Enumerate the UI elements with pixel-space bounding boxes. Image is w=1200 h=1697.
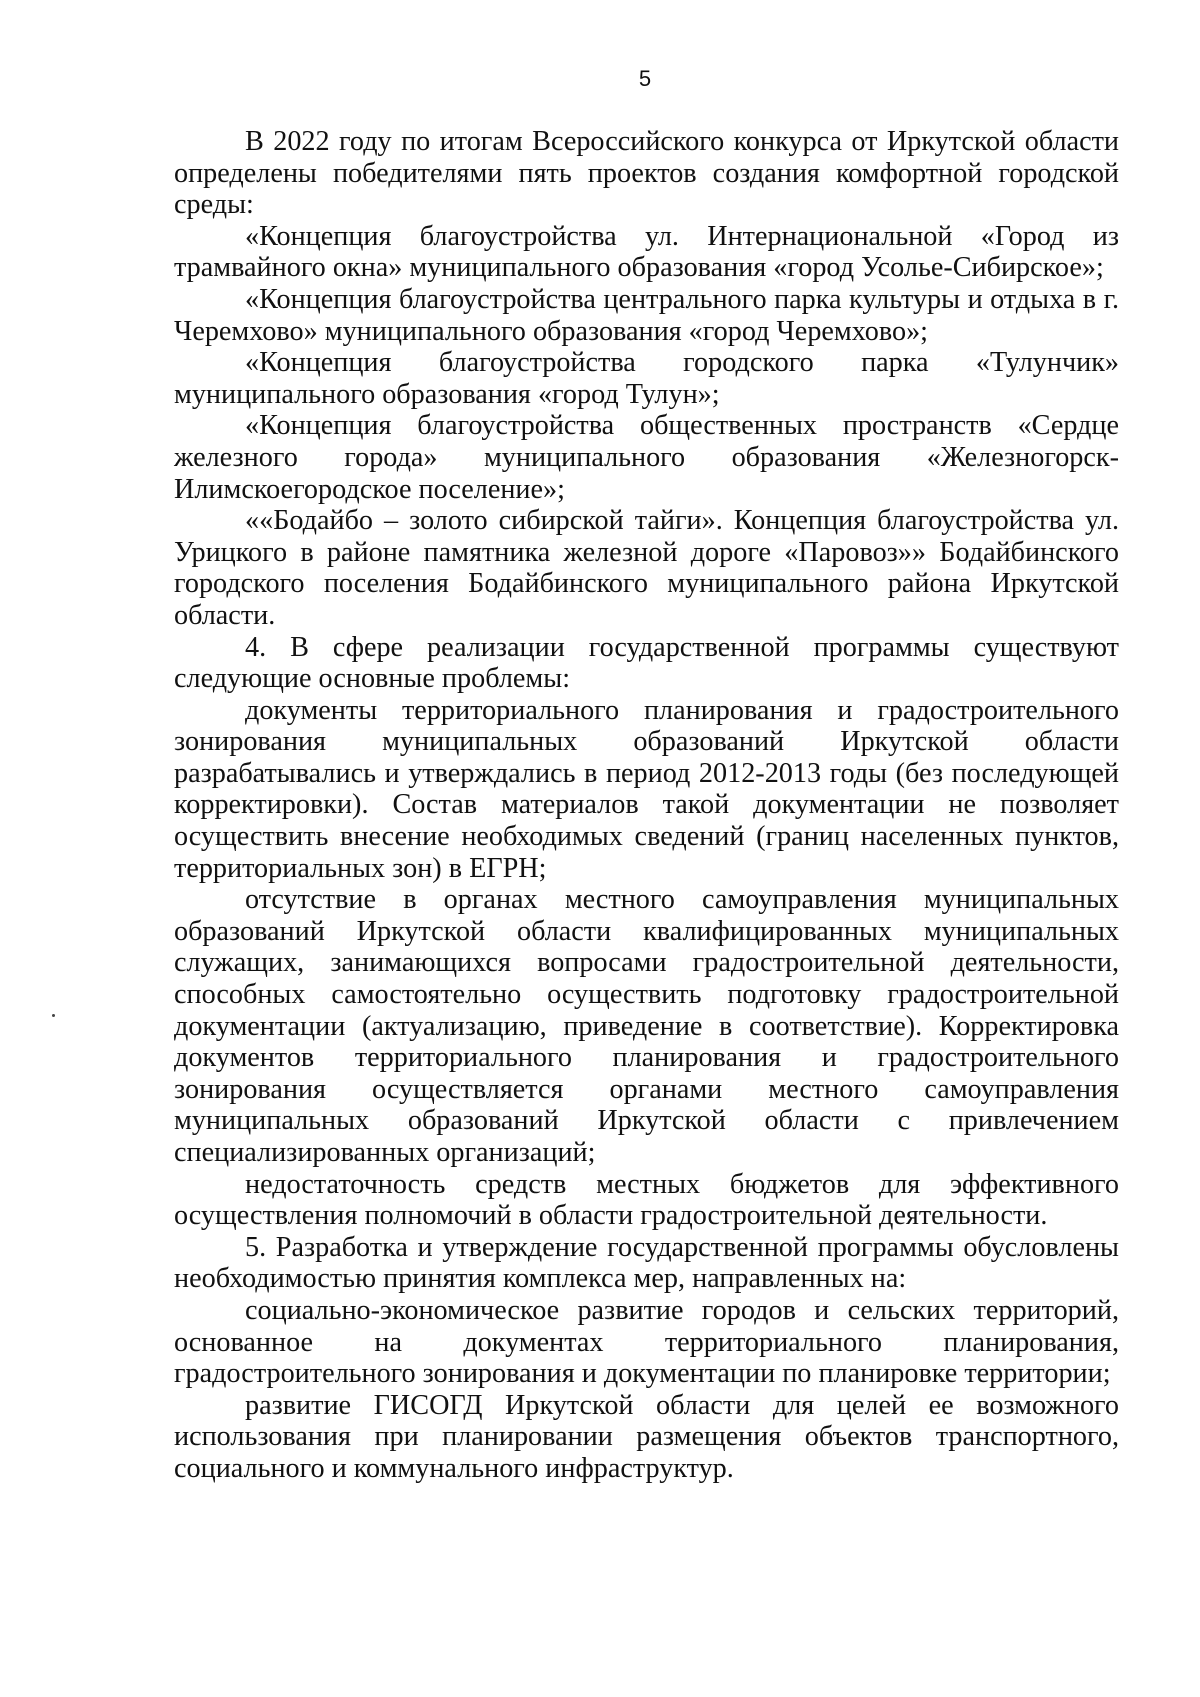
paragraph-project-cheremkhovo: «Концепция благоустройства центрального парка культуры и отдыха в г. Черемхово» муниципального образования «город Черемхово»;	[174, 283, 1119, 347]
paragraph-contest-results: В 2022 году по итогам Всероссийского конкурса от Иркутской области определены победителями пять проектов создания комфортной городской среды:	[174, 126, 1119, 221]
paragraph-project-bodaibo: ««Бодайбо – золото сибирской тайги». Концепция благоустройства ул. Урицкого в районе памятника железной дороге «Паровоз»» Бодайбинского городского поселения Бодайбинского муниципального района Иркутской области.	[174, 505, 1119, 631]
paragraph-goal-gisogd: развитие ГИСОГД Иркутской области для целей ее возможного использования при планировании размещения объектов транспортного, социального и коммунального инфраструктур.	[174, 1389, 1119, 1484]
paragraph-section-5: 5. Разработка и утверждение государственной программы обусловлены необходимостью принятия комплекса мер, направленных на:	[174, 1231, 1119, 1295]
paragraph-section-4: 4. В сфере реализации государственной программы существуют следующие основные проблемы:	[174, 631, 1119, 695]
paragraph-project-tulun: «Концепция благоустройства городского парка «Тулунчик» муниципального образования «город Тулун»;	[174, 347, 1119, 410]
page-number: 5	[638, 66, 652, 91]
document-body	[174, 126, 1119, 1485]
paragraph-problem-staff: отсутствие в органах местного самоуправления муниципальных образований Иркутской области квалифицированных муниципальных служащих, занимающихся вопросами градостроительной деятельности, способных самостоятельно осуществить подготовку градостроительной документации (актуализацию, приведение в соответствие). Корректировка документов территориального планирования и градостроительного зонирования осуществляется органами местного самоуправления муниципальных образований Иркутской области с привлечением специализированных организаций;	[174, 884, 1119, 1168]
paragraph-goal-development: социально-экономическое развитие городов и сельских территорий, основанное на документах территориального планирования, градостроительного зонирования и документации по планировке территории;	[174, 1294, 1119, 1390]
paragraph-project-usolye: «Концепция благоустройства ул. Интернациональной «Город из трамвайного окна» муниципального образования «город Усолье-Сибирское»;	[174, 220, 1119, 284]
paragraph-problem-documents: документы территориального планирования и градостроительного зонирования муниципальных образований Иркутской области разрабатывались и утверждались в период 2012-2013 годы (без последующей корректировки). Состав материалов такой документации не позволяет осуществить внесение необходимых сведений (границ населенных пунктов, территориальных зон) в ЕГРН;	[174, 694, 1119, 884]
paragraph-problem-budget: недостаточность средств местных бюджетов для эффективного осуществления полномочий в области градостроительной деятельности.	[174, 1168, 1119, 1232]
scan-speck	[52, 1014, 55, 1017]
paragraph-project-zheleznogorsk: «Концепция благоустройства общественных пространств «Сердце железного города» муниципального образования «Железногорск-Илимскоегородское поселение»;	[174, 410, 1119, 505]
